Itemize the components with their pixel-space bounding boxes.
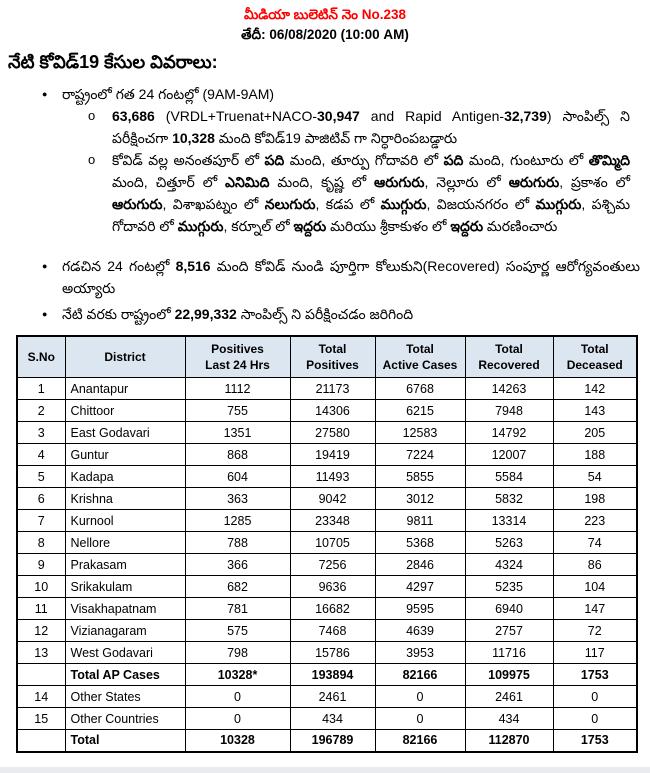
highlighted-number: 32,739 (504, 108, 547, 124)
value-cell: 2757 (465, 620, 553, 642)
value-cell: 86 (553, 554, 637, 576)
body-text: మంది, చిత్తూర్ లో (112, 174, 226, 190)
value-cell: 434 (465, 708, 553, 730)
value-cell: 12 (17, 620, 65, 642)
value-cell: 117 (553, 642, 637, 664)
value-cell: 1753 (553, 664, 637, 686)
value-cell: 16682 (290, 598, 375, 620)
value-cell: 788 (185, 532, 290, 554)
value-cell: 0 (553, 708, 637, 730)
value-cell: 2 (17, 400, 65, 422)
value-cell: 10 (17, 576, 65, 598)
highlighted-number: ఇద్దరు (450, 218, 484, 234)
value-cell: 6 (17, 488, 65, 510)
table-row (17, 444, 637, 466)
value-cell: 575 (185, 620, 290, 642)
cases-table-wrapper (16, 335, 650, 753)
column-header: S.No (17, 336, 65, 378)
value-cell: 5263 (465, 532, 553, 554)
vertical-spacer (0, 237, 650, 251)
highlighted-number: 63,686 (112, 108, 155, 124)
bullet-last-24hrs-text: రాష్ట్రంలో గత 24 గంటల్లో (9AM-9AM) (62, 86, 275, 102)
sub-bullet-list (62, 105, 640, 237)
value-cell: 198 (553, 488, 637, 510)
value-cell: 3953 (375, 642, 465, 664)
value-cell: 6768 (375, 378, 465, 400)
bulletin-title: మీడియా బులెటిన్ నెం No.238 (243, 7, 407, 22)
value-cell: 193894 (290, 664, 375, 686)
value-cell: 14306 (290, 400, 375, 422)
district-cell: Kurnool (65, 510, 185, 532)
value-cell: 2461 (465, 686, 553, 708)
table-row (17, 576, 637, 598)
column-header: Total Active Cases (375, 336, 465, 378)
value-cell: 798 (185, 642, 290, 664)
body-text: , నెల్లూరు లో (424, 174, 509, 190)
value-cell: 4639 (375, 620, 465, 642)
body-text: మరణించారు (483, 218, 558, 234)
body-text: , కర్నూల్ లో (223, 218, 294, 234)
table-row (17, 598, 637, 620)
highlighted-number: 8,516 (175, 258, 211, 274)
value-cell: 143 (553, 400, 637, 422)
bullet-last-24hrs (0, 83, 650, 237)
value-cell: 0 (185, 708, 290, 730)
value-cell: 6940 (465, 598, 553, 620)
table-row (17, 620, 637, 642)
screenshot-bottom-edge (0, 767, 650, 773)
district-cell: Kadapa (65, 466, 185, 488)
value-cell: 10328 (185, 730, 290, 752)
value-cell: 0 (185, 686, 290, 708)
body-text: సాంపిల్స్ ని పరీక్షించడం జరిగింది (236, 306, 414, 322)
district-cell: Srikakulam (65, 576, 185, 598)
value-cell: 9042 (290, 488, 375, 510)
column-header: Positives Last 24 Hrs (185, 336, 290, 378)
value-cell: 27580 (290, 422, 375, 444)
value-cell: 682 (185, 576, 290, 598)
district-cell: Other Countries (65, 708, 185, 730)
value-cell: 11716 (465, 642, 553, 664)
highlighted-number: నలుగురు (264, 196, 316, 212)
value-cell: 72 (553, 620, 637, 642)
value-cell: 7256 (290, 554, 375, 576)
district-cell: Total (65, 730, 185, 752)
district-cell: Guntur (65, 444, 185, 466)
value-cell: 112870 (465, 730, 553, 752)
value-cell: 4297 (375, 576, 465, 598)
district-cell: Total AP Cases (65, 664, 185, 686)
value-cell: 7468 (290, 620, 375, 642)
body-text: , విజయనగరం లో (426, 196, 536, 212)
value-cell: 11 (17, 598, 65, 620)
highlighted-number: తొమ్మిది (588, 152, 631, 168)
body-text: మంది, తూర్పు గోదావరి లో (284, 152, 444, 168)
value-cell: 10705 (290, 532, 375, 554)
value-cell: 3 (17, 422, 65, 444)
value-cell: 5235 (465, 576, 553, 598)
value-cell: 1112 (185, 378, 290, 400)
section-heading: నేటి కోవిడ్19 కేసుల వివరాలు: (8, 52, 218, 72)
value-cell: 434 (290, 708, 375, 730)
sub-bullet-samples-tested (62, 105, 640, 149)
highlighted-number: ఆరుగురు (112, 196, 163, 212)
value-cell: 82166 (375, 664, 465, 686)
table-body (17, 378, 637, 752)
table-row (17, 554, 637, 576)
value-cell: 14792 (465, 422, 553, 444)
table-header-row (17, 336, 637, 378)
value-cell: 5855 (375, 466, 465, 488)
highlighted-number: 10,328 (172, 130, 215, 146)
value-cell: 2461 (290, 686, 375, 708)
value-cell: 8 (17, 532, 65, 554)
body-text: , పశ్చిమ గోదావరి లో (112, 196, 631, 234)
table-row (17, 642, 637, 664)
value-cell: 781 (185, 598, 290, 620)
column-header: Total Deceased (553, 336, 637, 378)
value-cell: 104 (553, 576, 637, 598)
value-cell: 196789 (290, 730, 375, 752)
body-text: , విశాఖపట్నం లో (162, 196, 265, 212)
body-text: కోవిడ్ వల్ల అనంతపూర్ లో (112, 152, 265, 168)
value-cell: 142 (553, 378, 637, 400)
body-text: నేటి వరకు రాష్ట్రంలో (62, 306, 175, 322)
value-cell: 0 (375, 708, 465, 730)
body-text: మంది, గుంటూరు లో (463, 152, 589, 168)
value-cell: 14263 (465, 378, 553, 400)
value-cell: 9811 (375, 510, 465, 532)
district-cell: Nellore (65, 532, 185, 554)
value-cell: 604 (185, 466, 290, 488)
bulletin-date: తేదీ: 06/08/2020 (10:00 AM) (241, 27, 409, 42)
bullet-recovered (0, 255, 650, 299)
table-row (17, 686, 637, 708)
value-cell: 363 (185, 488, 290, 510)
highlighted-number: 30,947 (317, 108, 360, 124)
body-text: , కడప లో (315, 196, 381, 212)
table-row (17, 488, 637, 510)
highlighted-number: ఇద్దరు (293, 218, 327, 234)
district-cell: Krishna (65, 488, 185, 510)
district-cell: Anantapur (65, 378, 185, 400)
value-cell: 188 (553, 444, 637, 466)
value-cell: 12583 (375, 422, 465, 444)
value-cell: 109975 (465, 664, 553, 686)
district-cell: East Godavari (65, 422, 185, 444)
body-text: గడచిన 24 గంటల్లో (62, 258, 176, 274)
value-cell: 15 (17, 708, 65, 730)
table-row (17, 400, 637, 422)
value-cell: 1 (17, 378, 65, 400)
body-text: ) సాంపిల్స్ ని పరీక్షించగా (112, 108, 630, 146)
value-cell: 2846 (375, 554, 465, 576)
table-header (17, 336, 637, 378)
table-row (17, 708, 637, 730)
table-row (17, 378, 637, 400)
highlighted-number: పది (264, 152, 285, 168)
value-cell: 15786 (290, 642, 375, 664)
value-cell: 7 (17, 510, 65, 532)
body-text: and Rapid Antigen- (359, 108, 505, 124)
value-cell: 9 (17, 554, 65, 576)
value-cell: 13 (17, 642, 65, 664)
column-header: Total Recovered (465, 336, 553, 378)
value-cell: 23348 (290, 510, 375, 532)
highlighted-number: ఎనిమిది (225, 174, 270, 190)
value-cell: 4324 (465, 554, 553, 576)
highlighted-number: ముగ్గురు (535, 196, 582, 212)
column-header: District (65, 336, 185, 378)
summary-bullet-list (0, 83, 650, 325)
value-cell: 7948 (465, 400, 553, 422)
value-cell: 0 (553, 686, 637, 708)
district-cell: Prakasam (65, 554, 185, 576)
highlighted-number: ముగ్గురు (177, 218, 224, 234)
value-cell: 366 (185, 554, 290, 576)
value-cell: 9636 (290, 576, 375, 598)
value-cell: 755 (185, 400, 290, 422)
highlighted-number: 22,99,332 (174, 306, 237, 322)
value-cell: 147 (553, 598, 637, 620)
table-row (17, 422, 637, 444)
value-cell: 4 (17, 444, 65, 466)
district-cell: Vizianagaram (65, 620, 185, 642)
bullet-total-samples (0, 303, 650, 325)
column-header: Total Positives (290, 336, 375, 378)
value-cell: 1285 (185, 510, 290, 532)
value-cell (17, 664, 65, 686)
sub-bullet-deaths-by-district (62, 149, 640, 237)
district-cell: Other States (65, 686, 185, 708)
value-cell (17, 730, 65, 752)
value-cell: 5368 (375, 532, 465, 554)
value-cell: 19419 (290, 444, 375, 466)
value-cell: 7224 (375, 444, 465, 466)
value-cell: 868 (185, 444, 290, 466)
value-cell: 82166 (375, 730, 465, 752)
highlighted-number: ముగ్గురు (380, 196, 427, 212)
value-cell: 6215 (375, 400, 465, 422)
table-row (17, 510, 637, 532)
value-cell: 0 (375, 686, 465, 708)
value-cell: 21173 (290, 378, 375, 400)
district-cases-table (16, 335, 638, 753)
body-text: మంది, కృష్ణ లో (269, 174, 375, 190)
body-text: మరియు శ్రీకాకుళం లో (326, 218, 451, 234)
value-cell: 223 (553, 510, 637, 532)
value-cell: 14 (17, 686, 65, 708)
value-cell: 11493 (290, 466, 375, 488)
value-cell: 5 (17, 466, 65, 488)
body-text: మంది కోవిడ్19 పాజిటివ్ గా నిర్ధారింపబడ్డారు (214, 130, 458, 146)
value-cell: 9595 (375, 598, 465, 620)
highlighted-number: ఆరుగురు (508, 174, 560, 190)
body-text: మంది కోవిడ్ నుండి పూర్తిగా కోలుకుని(Recovered) సంపూర్ణ ఆరోగ్యవంతులు అయ్యారు (62, 258, 640, 296)
value-cell: 74 (553, 532, 637, 554)
value-cell: 10328* (185, 664, 290, 686)
table-row (17, 466, 637, 488)
value-cell: 205 (553, 422, 637, 444)
district-cell: Chittoor (65, 400, 185, 422)
highlighted-number: ఆరుగురు (374, 174, 425, 190)
value-cell: 54 (553, 466, 637, 488)
district-cell: West Godavari (65, 642, 185, 664)
value-cell: 12007 (465, 444, 553, 466)
body-text: (VRDL+Truenat+NACO- (154, 108, 317, 124)
value-cell: 13314 (465, 510, 553, 532)
highlighted-number: పది (443, 152, 464, 168)
value-cell: 1753 (553, 730, 637, 752)
table-row (17, 664, 637, 686)
table-row (17, 532, 637, 554)
value-cell: 5832 (465, 488, 553, 510)
value-cell: 1351 (185, 422, 290, 444)
value-cell: 5584 (465, 466, 553, 488)
value-cell: 3012 (375, 488, 465, 510)
body-text: , ప్రకాశం లో (559, 174, 630, 190)
table-row (17, 730, 637, 752)
district-cell: Visakhapatnam (65, 598, 185, 620)
